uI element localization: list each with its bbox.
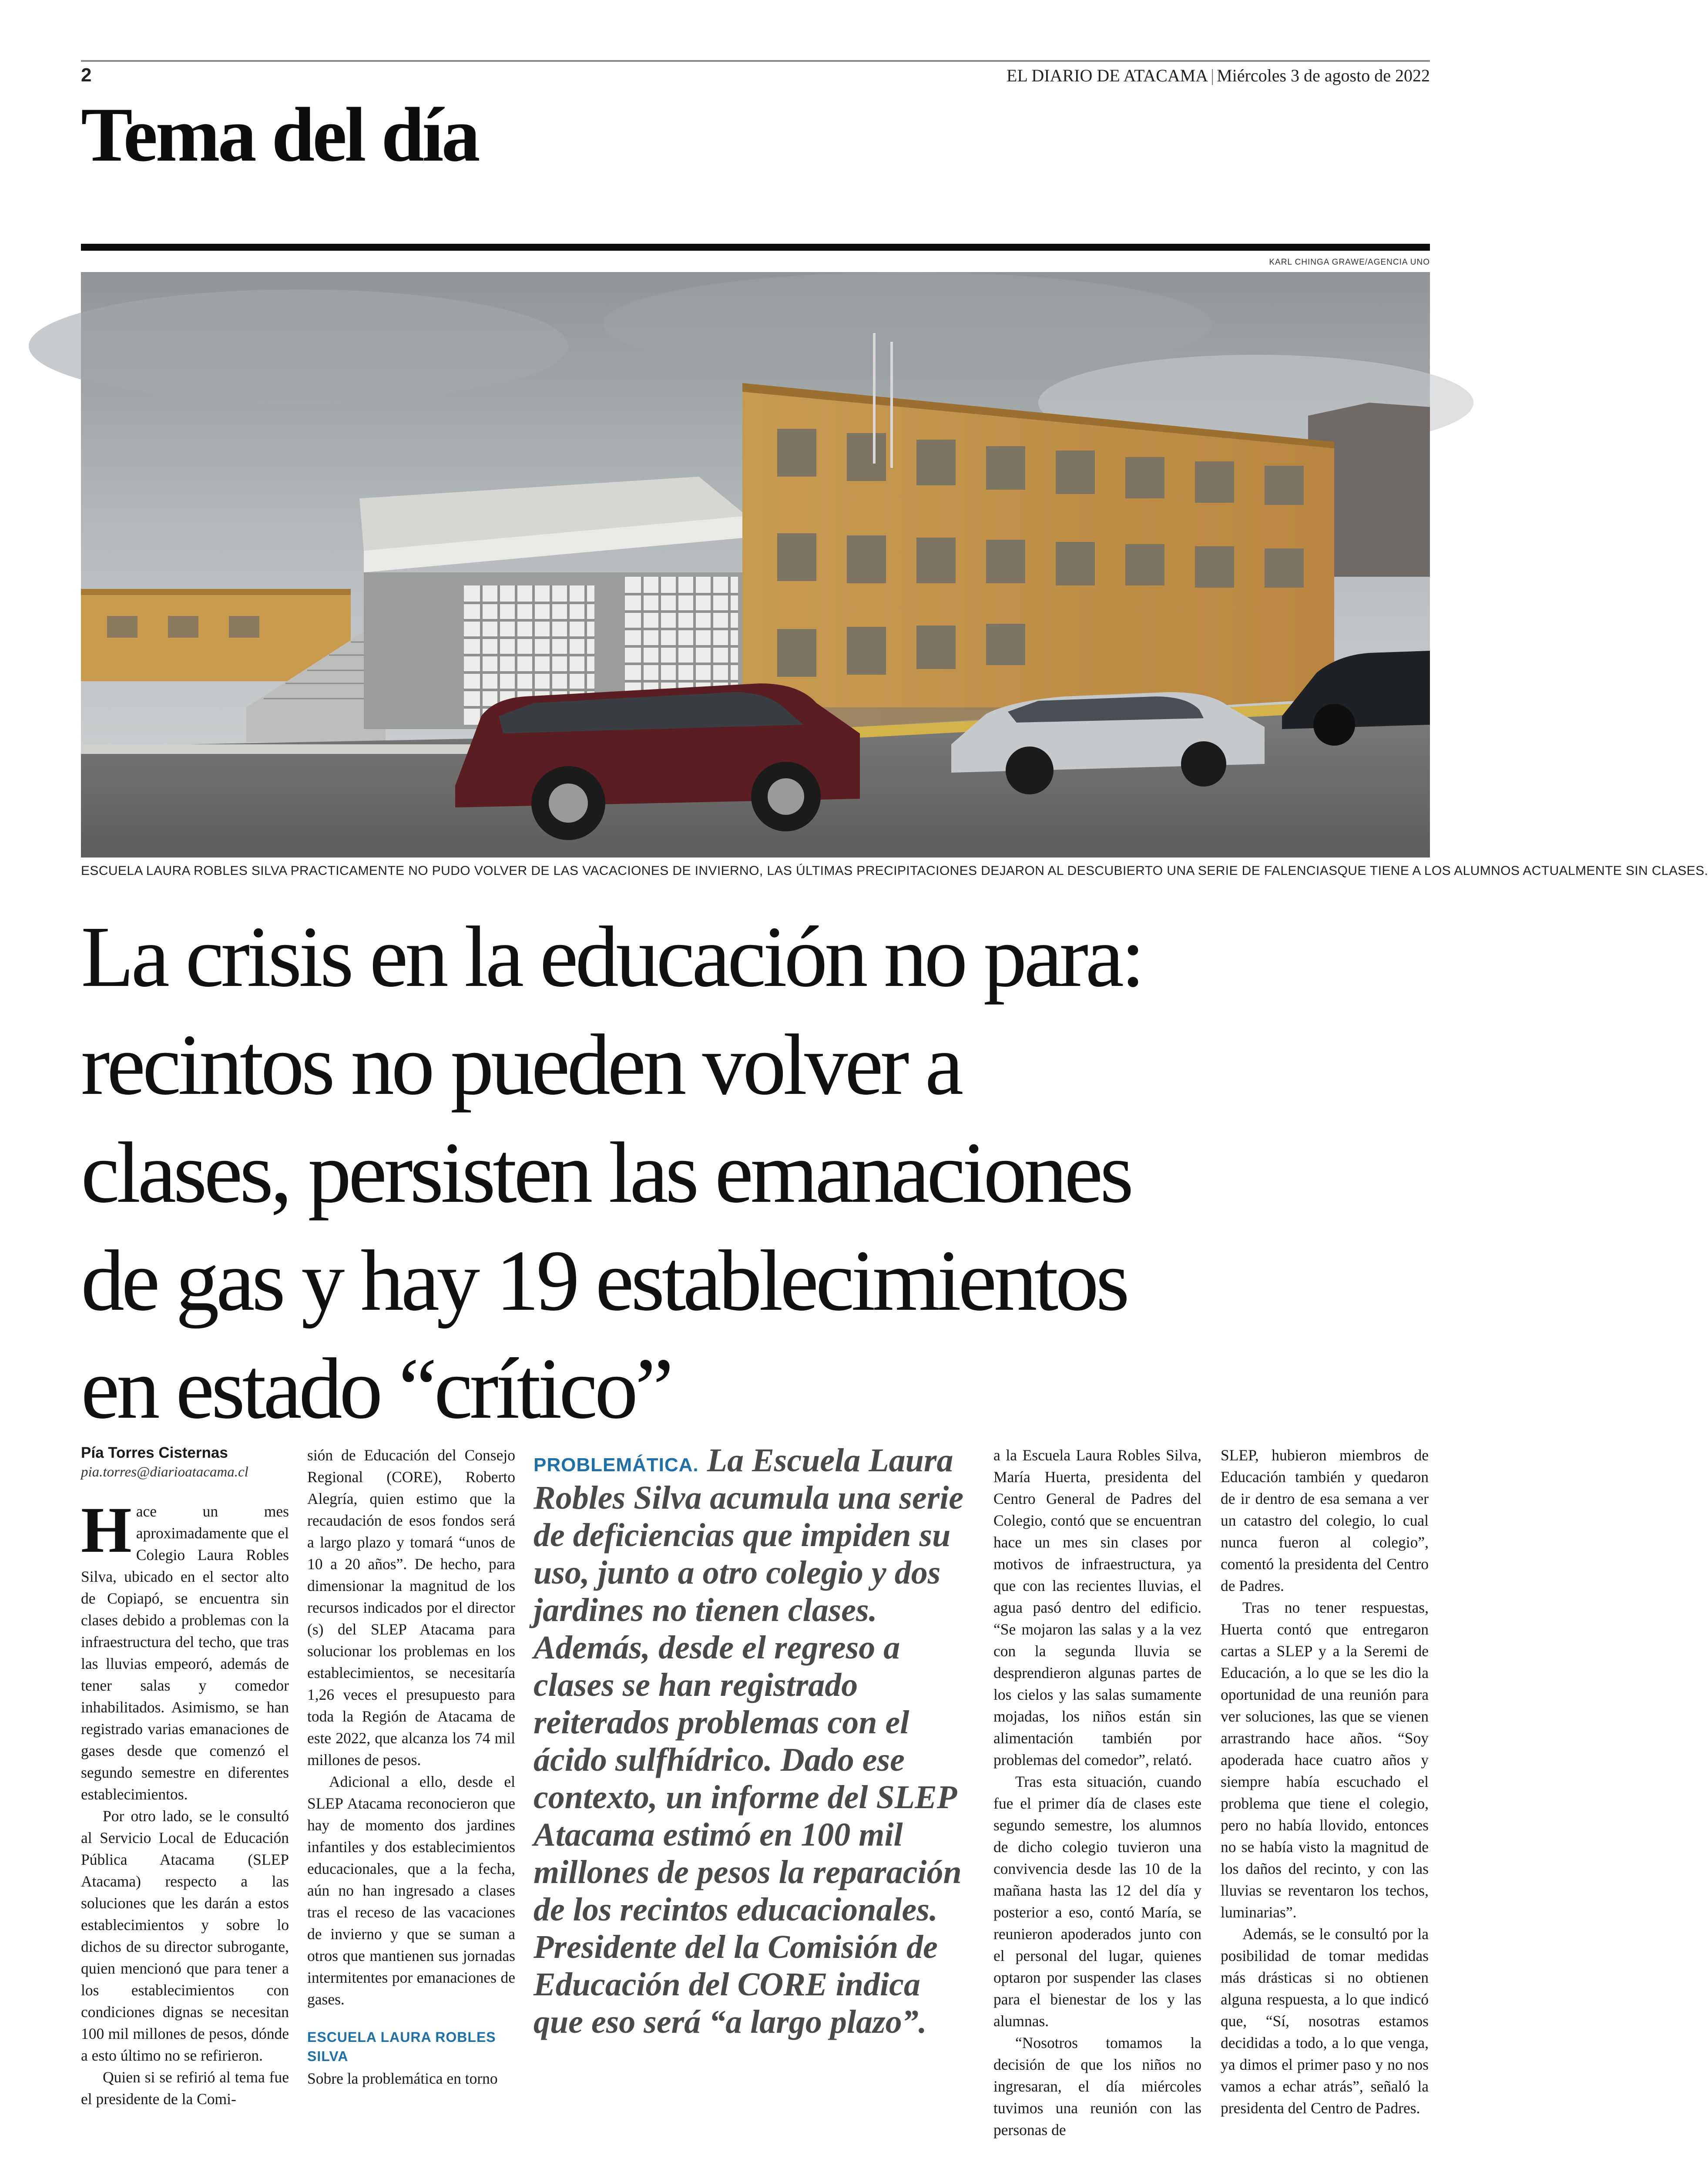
feature-summary	[534, 1442, 973, 2041]
article-column-1	[81, 1444, 289, 2110]
headline-line: clases, persisten las emanaciones	[81, 1125, 1131, 1221]
masthead-separator: |	[1211, 66, 1215, 85]
school-building-illustration	[81, 272, 1430, 858]
byline-name: Pía Torres Cisternas	[81, 1444, 228, 1461]
headline-line: La crisis en la educación no para:	[81, 909, 1142, 1005]
article-subhead: ESCUELA LAURA ROBLES SILVA	[307, 2029, 496, 2064]
article-column-2	[307, 1444, 515, 2089]
headline-line: recintos no pueden volver a	[81, 1017, 961, 1113]
article-column-4	[993, 1444, 1201, 2141]
masthead	[1007, 65, 1430, 86]
article-column-5	[1221, 1444, 1429, 2119]
paragraph-text: ace un mes aproximadamente que el Colegio Laura Robles Silva, ubicado en el sector alto de Copiapó, se encuentra sin clases debido a problemas con la infraestructura del techo, que tras las lluvias empeoró, además de tener salas y comedor inhabilitados. Asimismo, se han registrado varias emanaciones de gases desde que comenzó el segundo semestre en diferentes establecimientos.	[81, 1503, 289, 1803]
issue-date: Miércoles 3 de agosto de 2022	[1217, 66, 1430, 85]
article-paragraph: SLEP, hubieron miembros de Educación también y quedaron de ir dentro de esa semana a ver un catastro del colegio, lo cual nunca fueron al colegio”, comentó la presidenta del Centro de Padres.	[1221, 1446, 1429, 1594]
article-paragraph: Adicional a ello, desde el SLEP Atacama reconocieron que hay de momento dos jardines infantiles y dos establecimientos educacionales, que a la fecha, aún no han ingresado a clases tras el receso de las vacaciones de invierno y que se suman a otros que mantienen sus jornadas intermitentes por emanaciones de gases.	[307, 1773, 515, 2008]
article-paragraph: Tras esta situación, cuando fue el primer día de clases este segundo semestre, los alumnos de dicho colegio tuvieron una convivencia desde las 10 de la mañana hasta las 12 del día y posterior a eso, contó María, se reunieron apoderados junto con el personal del lugar, quienes optaron por suspender las clases para el bienestar de los y las alumnas.	[993, 1773, 1201, 2030]
headline-line: en estado “crítico”	[81, 1341, 671, 1437]
drop-cap: H	[81, 1494, 132, 1566]
article-paragraph: Además, se le consultó por la posibilidad de tomar medidas más drásticas si no obtienen alguna respuesta, a lo que indicó que, “Sí, nosotras estamos decididas a todo, a lo que venga, ya dimos el primer paso y no nos vamos a echar atrás”, señaló la presidenta del Centro de Padres.	[1221, 1925, 1429, 2117]
article-paragraph: Quien si se refirió al tema fue el presidente de la Comi-	[81, 2068, 289, 2108]
article-paragraph: Por otro lado, se le consultó al Servicio Local de Educación Pública Atacama (SLEP Atacama) respecto a las soluciones que les darán a estos establecimientos y sobre lo dichos de su director subrogante, quien mencionó que para tener a los establecimientos con condiciones dignas se necesitan 100 mil millones de pesos, dónde a esto último no se refirieron.	[81, 1807, 289, 2064]
feature-text: La Escuela Laura Robles Silva acumula una serie de deficiencias que impiden su uso, junto a otro colegio y dos jardines no tienen clases. Además, desde el regreso a clases se han registrado reiterados problemas con el ácido sulfhídrico. Dado ese contexto, un informe del SLEP Atacama estimó en 100 mil millones de pesos la reparación de los recintos educacionales. Presidente del la Comisión de Educación del CORE indica que eso será “a largo plazo”.	[534, 1442, 964, 2040]
byline-email[interactable]: pia.torres@diarioatacama.cl	[81, 1464, 248, 1480]
article-paragraph: Tras no tener respuestas, Huerta contó que entregaron cartas a SLEP y a la Seremi de Educación, a lo que se les dio la oportunidad de una reunión para ver soluciones, las que se vienen arrastrando hace años. “Soy apoderada hace cuatro años y siempre había escuchado el problema que tiene el colegio, pero no había llovido, entonces no se había visto la magnitud de los daños del recinto, y con las lluvias se reventaron los techos, luminarias”.	[1221, 1599, 1429, 1921]
article-paragraph: Sobre la problemática en torno	[307, 2070, 498, 2087]
article-paragraph: sión de Educación del Consejo Regional (CORE), Roberto Alegría, quien estimo que la recaudación de esos fondos será a largo plazo y tomará “unos de 10 a 20 años”. De hecho, para dimensionar la magnitud de los recursos indicados por el director (s) del SLEP Atacama para solucionar los problemas en los establecimientos, se necesitaría 1,26 veces el presupuesto para toda la Región de Atacama de este 2022, que alcanza los 74 mil millones de pesos.	[307, 1446, 515, 1769]
article-paragraph: “Nosotros tomamos la decisión de que los niños no ingresaran, el día miércoles tuvimos una reunión con las personas de	[993, 2034, 1201, 2139]
lead-photo	[81, 272, 1430, 858]
photo-caption: ESCUELA LAURA ROBLES SILVA PRACTICAMENTE NO PUDO VOLVER DE LAS VACACIONES DE INVIERNO, LAS ÚLTIMAS PRECIPITACIONES DEJARON AL DESCUBIERTO UNA SERIE DE FALENCIASQUE TIENE A LOS ALUMNOS ACTUALMENTE SIN CLASES.	[81, 864, 1708, 878]
top-rule	[81, 60, 1430, 62]
photo-credit: KARL CHINGA GRAWE/AGENCIA UNO	[1269, 258, 1430, 267]
section-title: Tema del día	[81, 91, 478, 178]
section-rule	[81, 244, 1430, 251]
feature-label: PROBLEMÁTICA.	[534, 1454, 699, 1476]
headline-line: de gas y hay 19 establecimientos	[81, 1233, 1127, 1329]
article-paragraph	[81, 1494, 289, 1805]
newspaper-name: EL DIARIO DE ATACAMA	[1007, 66, 1208, 85]
article-paragraph: a la Escuela Laura Robles Silva, María Huerta, presidenta del Centro General de Padres del Colegio, contó que se encuentran hace un mes sin clases por motivos de infraestructura, ya que con las recientes lluvias, el agua pasó dentro del edificio. “Se mojaron las salas y a la vez con la segunda lluvia se desprendieron algunas partes de los cielos y las salas sumamente mojadas, los niños están sin alimentación también por problemas del comedor”, relató.	[993, 1446, 1201, 1769]
headline	[81, 903, 1430, 1443]
page-number: 2	[81, 64, 92, 86]
